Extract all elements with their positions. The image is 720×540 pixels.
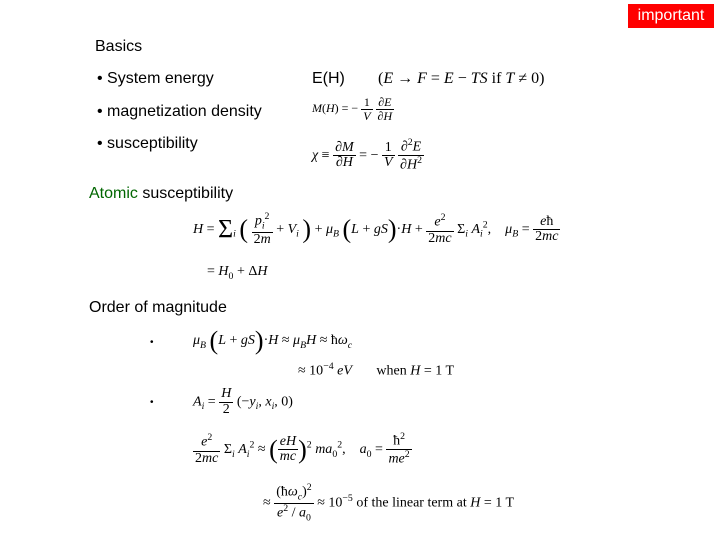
hamiltonian-split: = $H_0 + \Delta H$ <box>207 264 268 282</box>
system-energy-symbol: E(H) <box>312 70 345 87</box>
diamagnetic-ratio: ≈ $\frac{(ħ\omega_c)^2}{e^2 / a_0}$ ≈ $10^{-5}$ of the linear term at H = 1 T <box>263 482 515 524</box>
atomic-word: Atomic <box>89 185 138 202</box>
zeeman-value: ≈ $10^{-4}$ eV when H = 1 T <box>298 361 455 379</box>
linear-term-label: of the linear term at <box>356 495 467 511</box>
bullet-system-energy: • System energy <box>97 70 214 87</box>
zeeman-estimate: $\mu_B$ $(L + gS)\cdot H \approx \mu_BH$ ≈ $ħ\omega_c$ <box>193 326 353 355</box>
order-of-magnitude-heading: Order of magnitude <box>89 299 227 316</box>
diamagnetic-estimate: $\frac{e^2}{2mc}$ $\Sigma_i$ $A_i^2$ ≈ ( $\frac{eH}{mc}$ )$^2$ $ma_0^2$, $a_0$ = $\frac{ħ^2}{me^2}$ <box>195 431 410 467</box>
susceptibility-word: susceptibility <box>142 185 234 202</box>
vector-potential-formula: $A_i$ = $\frac{H}{2}$ ($-y_i$, $x_i$, 0) <box>193 386 293 417</box>
bullet-susceptibility: • susceptibility <box>97 135 198 152</box>
susceptibility-formula: χ ≡ $\frac{\partial M}{\partial H}$ = − $\frac{1}{V}$ $\frac{\partial^2E}{\partial H^2}$ <box>312 137 422 173</box>
atomic-susceptibility-heading <box>89 185 233 203</box>
important-badge: important <box>628 4 714 28</box>
basics-heading: Basics <box>95 38 143 55</box>
hamiltonian-formula: $H = \Sigma_i$ ( $\frac{p_i^2}{2m}$ + $V_i$ ) + $\mu_B$ (L + gS)·H + $\frac{e^2}{2mc}$ $\Sigma_i$ $A_i^2$, $\mu_B$ = $\frac{eħ}{2mc}$ <box>193 211 559 247</box>
free-energy-formula: (E → F = E − TS if T ≠ 0) <box>378 70 545 87</box>
when-label: when <box>376 363 407 379</box>
order-bullet-1: • <box>150 337 154 348</box>
order-bullet-2: • <box>150 397 154 408</box>
magnetization-formula: M(H) = − $\frac{1}{V}$ $\frac{\partial E}{\partial H}$ <box>312 95 393 123</box>
bullet-magnetization: • magnetization density <box>97 103 262 120</box>
